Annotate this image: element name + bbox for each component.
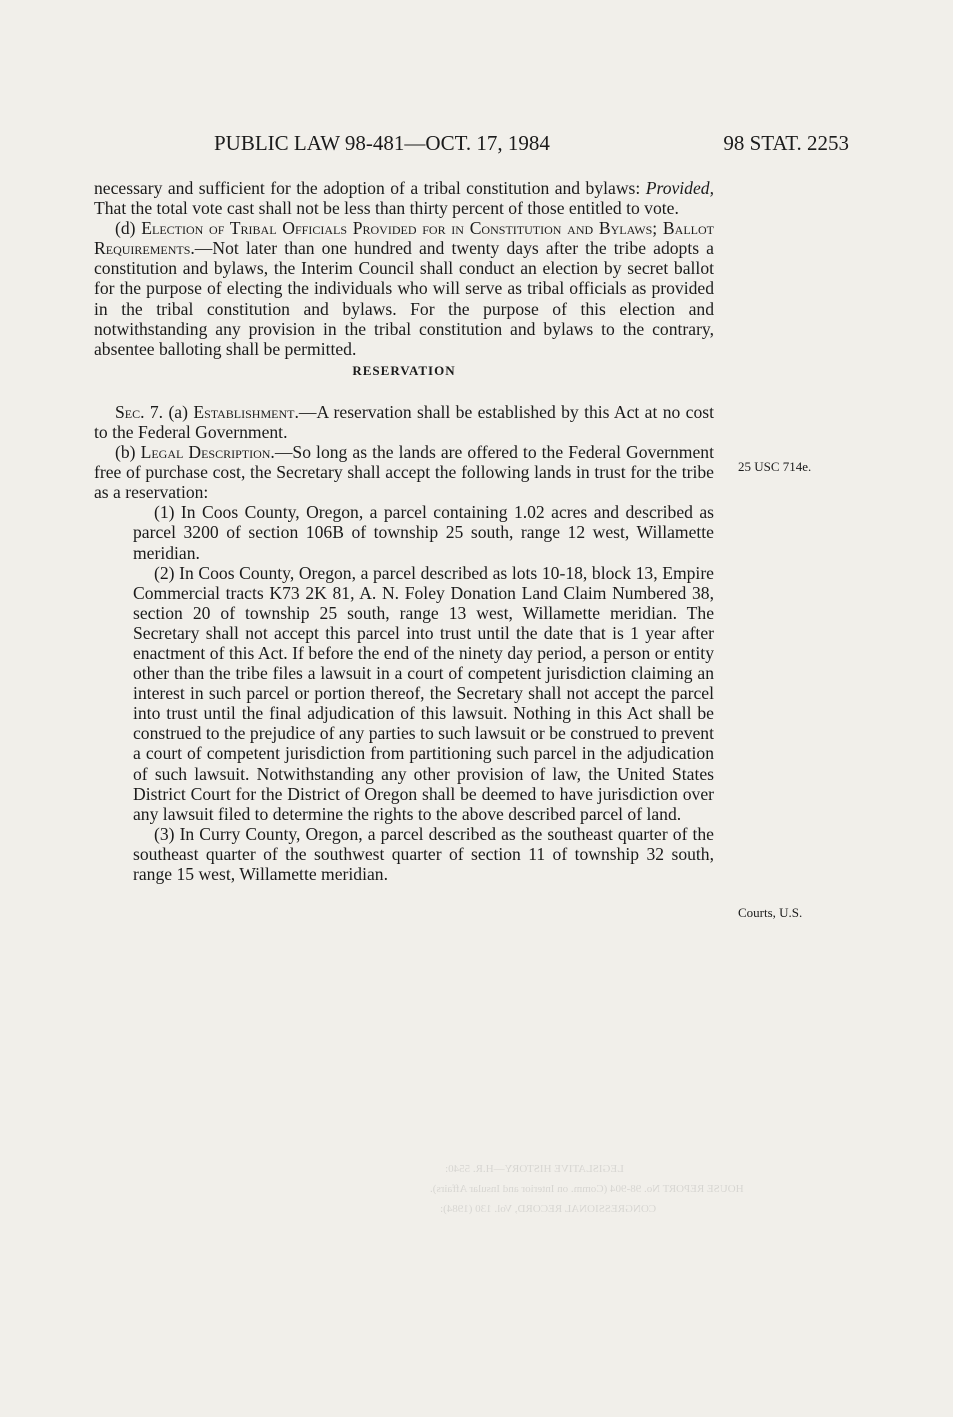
proviso-italic: Provided, [645,178,714,198]
item-1: (1) In Coos County, Oregon, a parcel containing 1.02 acres and described as parcel 3200 of section 106B of township 25 south, range 12 west, Willamette meridian. [133,502,714,563]
paragraph-text: —So long as the lands are offered to the Federal Government free of purchase cost, the Secretary shall accept the following lands in trust for the tribe as a reservation: [94,442,714,503]
item-2: (2) In Coos County, Oregon, a parcel described as lots 10-18, block 13, Empire Commercial tracts K73 2K 81, A. N. Foley Donation Land Claim Numbered 38, section 20 of township 25 south, range 13 west, Willamette meridian. The Secretary shall not accept this parcel into trust until the date that is 1 year after enactment of this Act. If before the end of the ninety day period, a person or entity other than the tribe files a lawsuit in a court of competent jurisdiction claiming an interest in such parcel or portion thereof, the Secretary shall not accept the parcel into trust until the final adjudication of this lawsuit. Nothing in this Act shall be construed to the prejudice of any parties to such lawsuit or be construed to prevent a court of competent jurisdiction from partitioning such parcel in the adjudication of such lawsuit. Notwithstanding any other provision of law, the United States District Court for the District of Oregon shall be deemed to have jurisdiction over any lawsuit filed to determine the rights to the above described parcel of land. [133,562,714,824]
paragraph-text: That the total vote cast shall not be less than thirty percent of those entitled to vote. [94,198,679,219]
paragraph-text: —Not later than one hundred and twenty days after the tribe adopts a constitution and bylaws, the Interim Council shall conduct an election by secret ballot for the purpose of electing the individuals who will serve as tribal officials as provided in the tribal constitution and bylaws. For the purpose of this election and notwithstanding any provision in the tribal constitution and bylaws to the contrary, absentee balloting shall be permitted. [94,238,714,359]
paragraph-d [94,218,714,359]
paragraph-c-continued [94,178,714,218]
law-title: PUBLIC LAW 98-481—OCT. 17, 1984 [214,131,550,155]
paragraph-b [94,442,714,502]
paragraph-text: necessary and sufficient for the adoption of a tribal constitution and bylaws: [94,178,646,198]
margin-note-courts: Courts, U.S. [738,905,803,920]
section-label: Sec. [115,401,145,422]
margin-note-usc: 25 USC 714e. [738,459,812,474]
subsection-label: (b) [115,442,141,463]
section-number: 7. (a) [144,401,194,422]
subsection-label: (d) [115,218,142,239]
bleed-through-text: LEGISLATIVE HISTORY—H.R. 5540: [445,1163,624,1175]
paragraph-text: —A reservation shall be established by this Act at no cost to the Federal Government. [94,401,714,442]
subsection-heading: Establishment. [193,401,299,422]
document-body [94,178,714,884]
subsection-heading: Election of Tribal Officials Provided for in Constitution and Bylaws; Ballot Requirements. [94,218,714,259]
statute-reference: 98 STAT. 2253 [723,131,849,155]
bleed-through-text: HOUSE REPORT No. 98-904 (Comm. on Interior and Insular Affairs). [430,1183,744,1195]
bleed-through-text: CONGRESSIONAL RECORD, Vol. 130 (1984): [440,1203,657,1215]
section-7-a [94,402,714,442]
subsection-heading: Legal Description. [140,442,275,463]
section-heading: RESERVATION [352,362,456,378]
item-3: (3) In Curry County, Oregon, a parcel described as the southeast quarter of the southeast quarter of the southwest quarter of section 11 of township 32 south, range 15 west, Willamette meridian. [133,823,714,884]
